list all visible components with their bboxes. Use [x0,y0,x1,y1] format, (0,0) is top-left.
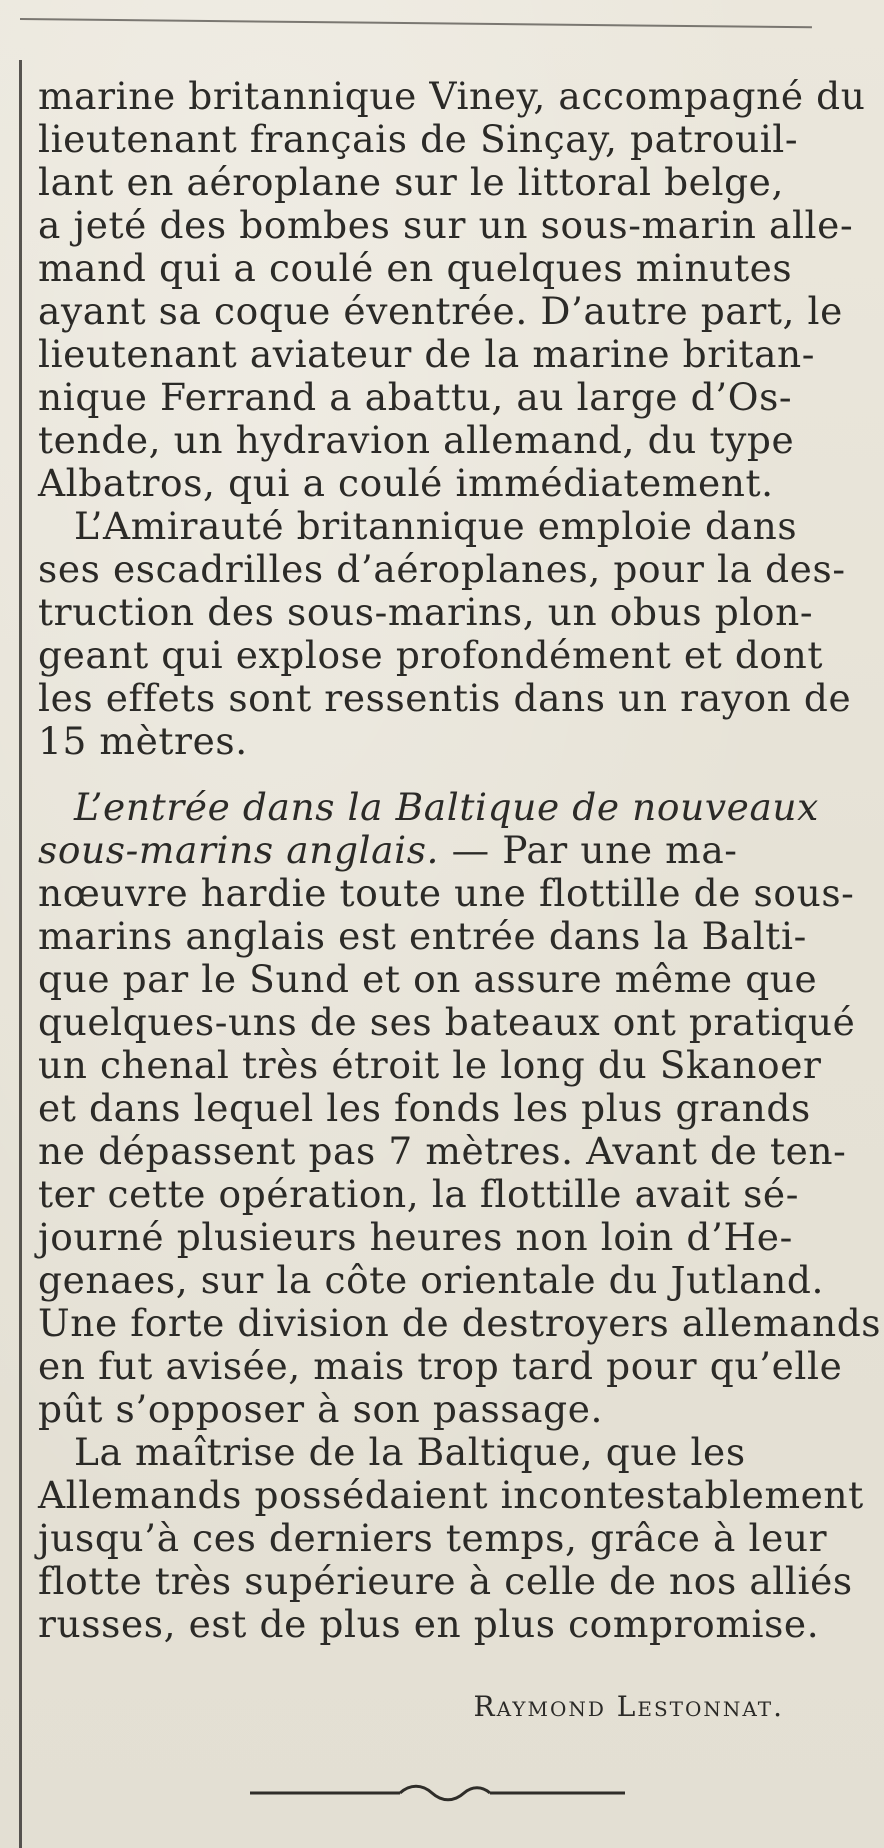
text-line: que par le Sund et on assure même que [38,957,818,1001]
text-line: flotte très supérieure à celle de nos alliés [38,1559,853,1603]
text-line: lant en aéroplane sur le littoral belge, [38,160,784,204]
left-column-rule [19,60,22,1848]
text-line: et dans lequel les fonds les plus grands [38,1086,811,1130]
text-line: La maîtrise de la Baltique, que les [74,1430,746,1474]
text-line: pût s’opposer à son passage. [38,1387,604,1431]
text-line: ne dépassent pas 7 mètres. Avant de ten- [38,1129,847,1173]
text-line: truction des sous-marins, un obus plon- [38,590,814,634]
text-line: journé plusieurs heures non loin d’He- [38,1215,793,1259]
text-line: ses escadrilles d’aéroplanes, pour la des- [38,547,846,591]
text-line: mand qui a coulé en quelques minutes [38,246,793,290]
text-line: L’Amirauté britannique emploie dans [74,504,798,548]
text-line: lieutenant aviateur de la marine britan- [38,332,816,376]
text-line: Une forte division de destroyers allemands [38,1301,882,1345]
author-signature: Raymond Lestonnat. [473,1690,784,1723]
text-line: Albatros, qui a coulé immédiatement. [38,461,774,505]
text-line: ayant sa coque éventrée. D’autre part, le [38,289,843,333]
text-line: genaes, sur la côte orientale du Jutland. [38,1258,824,1302]
text-line: nique Ferrand a abattu, au large d’Os- [38,375,793,419]
text-line: marins anglais est entrée dans la Balti- [38,914,807,958]
text-line: en fut avisée, mais trop tard pour qu’elle [38,1344,843,1388]
text-line: Allemands possédaient incontestablement [38,1473,864,1517]
section-title-end: sous-marins anglais. [38,828,440,872]
text-line: russes, est de plus en plus compromise. [38,1602,820,1646]
paragraph-gap [38,763,828,786]
text-line: un chenal très étroit le long du Skanoer [38,1043,822,1087]
text-line: tende, un hydravion allemand, du type [38,418,795,462]
section-baltique [38,785,882,1431]
section-title-tail: — Par une ma- [439,828,738,872]
text-line: 15 mètres. [38,719,248,763]
text-line: ter cette opération, la flottille avait sé- [38,1172,799,1216]
paragraph-2 [38,504,852,763]
text-line: a jeté des bombes sur un sous-marin alle- [38,203,854,247]
text-line: lieutenant français de Sinçay, patrouil- [38,117,799,161]
wavy-rule-ornament-icon [250,1780,625,1806]
article-column [38,74,882,1646]
text-line: geant qui explose profondément et dont [38,633,824,677]
text-line: nœuvre hardie toute une flottille de sous- [38,871,855,915]
section-title: L’entrée dans la Baltique de nouveaux [74,785,819,829]
text-line: quelques-uns de ses bateaux ont pratiqué [38,1000,856,1044]
text-line: les effets sont ressentis dans un rayon de [38,676,852,720]
top-column-rule [20,18,812,28]
paragraph-4 [38,1430,864,1646]
paragraph-1 [38,74,866,505]
section-title-line-2 [38,829,828,872]
text-line: jusqu’à ces derniers temps, grâce à leur [38,1516,828,1560]
text-line: marine britannique Viney, accompagné du [38,74,866,118]
